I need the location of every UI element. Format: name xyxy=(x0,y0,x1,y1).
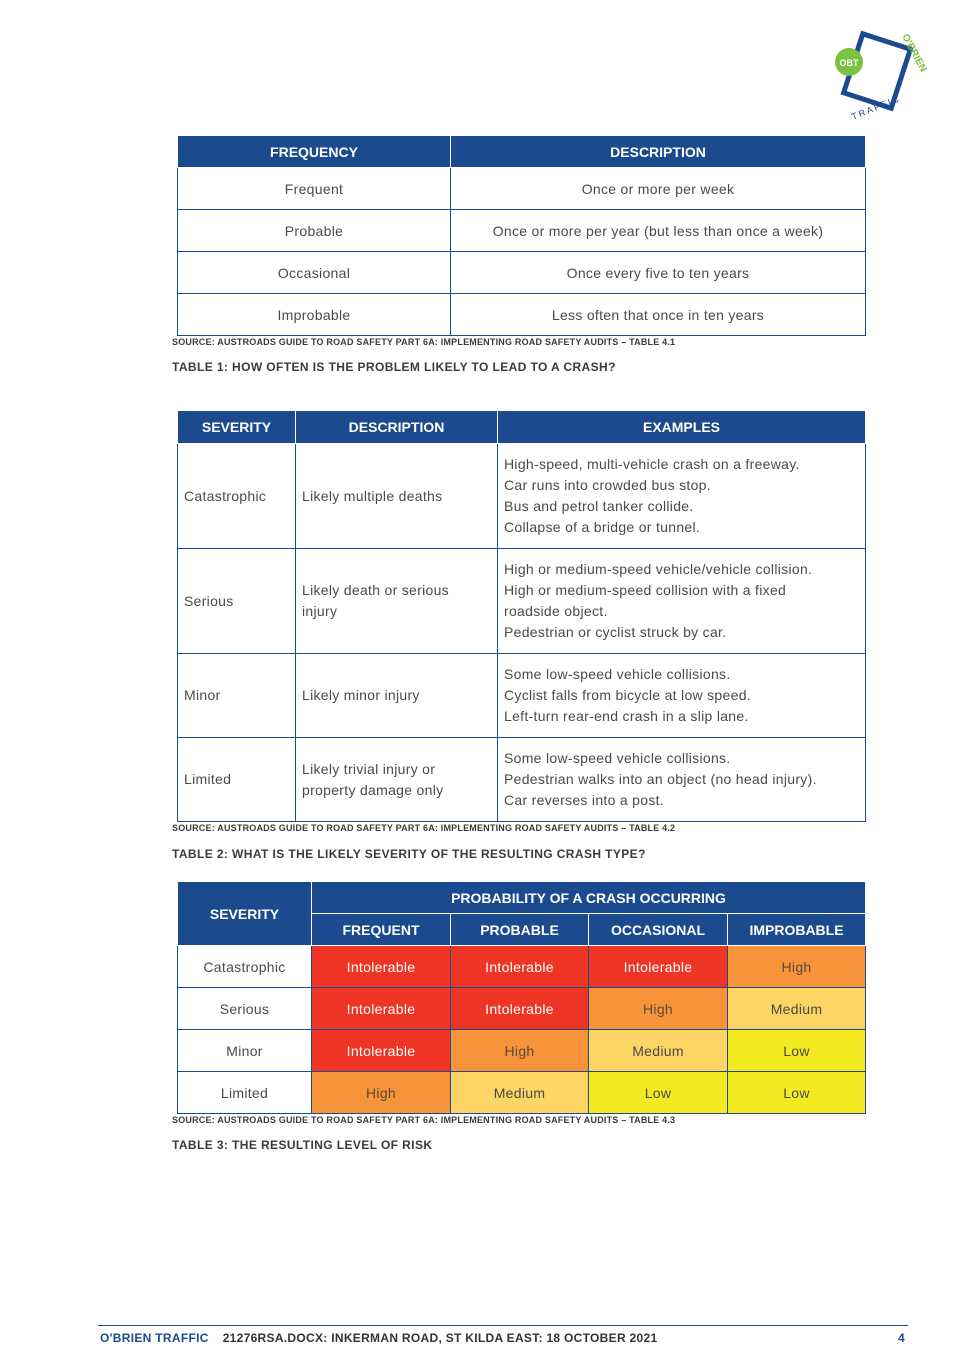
example-line: Bus and petrol tanker collide. xyxy=(504,498,694,514)
column-header-probable: PROBABLE xyxy=(451,914,589,946)
column-header-probability: PROBABILITY OF A CRASH OCCURRING xyxy=(312,882,866,914)
example-line: Some low-speed vehicle collisions. xyxy=(504,666,731,682)
description-cell: Once or more per week xyxy=(451,168,866,210)
description-cell xyxy=(296,549,498,654)
table-row xyxy=(178,444,866,549)
examples-cell xyxy=(498,549,866,654)
frequency-cell: Occasional xyxy=(178,252,451,294)
example-line: Pedestrian or cyclist struck by car. xyxy=(504,624,727,640)
footer-document-info: 21276RSA.DOCX: INKERMAN ROAD, ST KILDA EAST: 18 OCTOBER 2021 xyxy=(222,1331,658,1345)
table3-caption: TABLE 3: THE RESULTING LEVEL OF RISK xyxy=(172,1138,433,1152)
table-row xyxy=(178,1072,866,1114)
description-line: Likely multiple deaths xyxy=(302,487,443,504)
risk-level-cell: Medium xyxy=(728,988,866,1030)
page-number: 4 xyxy=(898,1331,905,1345)
column-header-frequent: FREQUENT xyxy=(312,914,451,946)
examples-cell xyxy=(498,444,866,549)
example-line: High-speed, multi-vehicle crash on a freeway. xyxy=(504,456,800,472)
severity-cell: Serious xyxy=(178,988,312,1030)
frequency-cell: Frequent xyxy=(178,168,451,210)
column-header-severity: SEVERITY xyxy=(178,882,312,946)
example-line: High or medium-speed collision with a fixed xyxy=(504,582,787,598)
risk-level-cell: High xyxy=(451,1030,589,1072)
example-line: Car reverses into a post. xyxy=(504,792,665,808)
table1-source: SOURCE: AUSTROADS GUIDE TO ROAD SAFETY PART 6A: IMPLEMENTING ROAD SAFETY AUDITS – TABLE 4.1 xyxy=(172,337,676,347)
footer xyxy=(100,1331,657,1345)
table2-caption: TABLE 2: WHAT IS THE LIKELY SEVERITY OF THE RESULTING CRASH TYPE? xyxy=(172,847,646,861)
column-header-severity: SEVERITY xyxy=(178,411,296,444)
description-cell: Once or more per year (but less than once a week) xyxy=(451,210,866,252)
column-header-description: DESCRIPTION xyxy=(296,411,498,444)
table2-source: SOURCE: AUSTROADS GUIDE TO ROAD SAFETY PART 6A: IMPLEMENTING ROAD SAFETY AUDITS – TABLE 4.2 xyxy=(172,823,676,833)
risk-level-cell: Intolerable xyxy=(312,1030,451,1072)
footer-divider xyxy=(98,1325,908,1326)
severity-cell: Minor xyxy=(178,654,296,738)
table1-caption: TABLE 1: HOW OFTEN IS THE PROBLEM LIKELY TO LEAD TO A CRASH? xyxy=(172,360,616,374)
risk-level-cell: Medium xyxy=(451,1072,589,1114)
example-line: Collapse of a bridge or tunnel. xyxy=(504,519,701,535)
risk-level-cell: Low xyxy=(728,1072,866,1114)
risk-matrix-table xyxy=(177,881,866,1114)
description-cell: Less often that once in ten years xyxy=(451,294,866,336)
table-row xyxy=(178,946,866,988)
logo-badge-text: OBT xyxy=(839,58,859,68)
severity-cell: Catastrophic xyxy=(178,444,296,549)
logo-arc-text: O'BRIEN xyxy=(899,32,929,74)
risk-level-cell: High xyxy=(589,988,728,1030)
description-line: Likely minor injury xyxy=(302,687,420,703)
obrien-traffic-logo xyxy=(832,26,929,122)
description-line: injury xyxy=(302,603,338,619)
table-row xyxy=(178,210,866,252)
description-cell xyxy=(296,654,498,738)
description-line: Likely trivial injury or xyxy=(302,760,436,777)
examples-cell xyxy=(498,654,866,738)
description-line: property damage only xyxy=(302,781,444,798)
description-cell: Once every five to ten years xyxy=(451,252,866,294)
column-header-examples: EXAMPLES xyxy=(498,411,866,444)
example-line: Some low-speed vehicle collisions. xyxy=(504,750,731,766)
column-header-occasional: OCCASIONAL xyxy=(589,914,728,946)
logo-sub-text: TRAFFIC xyxy=(850,93,903,122)
example-line: roadside object. xyxy=(504,603,608,619)
table-row xyxy=(178,654,866,738)
risk-level-cell: High xyxy=(312,1072,451,1114)
severity-cell: Catastrophic xyxy=(178,946,312,988)
table-row xyxy=(178,168,866,210)
example-line: Car runs into crowded bus stop. xyxy=(504,477,711,493)
column-header-improbable: IMPROBABLE xyxy=(728,914,866,946)
examples-cell xyxy=(498,738,866,822)
severity-cell: Limited xyxy=(178,738,296,822)
table-row xyxy=(178,549,866,654)
table-row xyxy=(178,294,866,336)
risk-level-cell: Intolerable xyxy=(451,988,589,1030)
table-row xyxy=(178,738,866,822)
risk-level-cell: Low xyxy=(728,1030,866,1072)
risk-level-cell: Intolerable xyxy=(312,946,451,988)
severity-table xyxy=(177,410,866,822)
example-line: Cyclist falls from bicycle at low speed. xyxy=(504,687,751,703)
column-header-frequency: FREQUENCY xyxy=(178,136,451,168)
column-header-description: DESCRIPTION xyxy=(451,136,866,168)
frequency-cell: Probable xyxy=(178,210,451,252)
table-header-row xyxy=(178,882,866,914)
severity-cell: Serious xyxy=(178,549,296,654)
frequency-cell: Improbable xyxy=(178,294,451,336)
severity-cell: Minor xyxy=(178,1030,312,1072)
risk-level-cell: Intolerable xyxy=(589,946,728,988)
risk-level-cell: Intolerable xyxy=(451,946,589,988)
table-header-row xyxy=(178,411,866,444)
risk-level-cell: Intolerable xyxy=(312,988,451,1030)
risk-level-cell: Medium xyxy=(589,1030,728,1072)
footer-brand: O'BRIEN TRAFFIC xyxy=(100,1331,209,1345)
risk-level-cell: High xyxy=(728,946,866,988)
table-header-row xyxy=(178,136,866,168)
example-line: High or medium-speed vehicle/vehicle collision. xyxy=(504,561,813,577)
table3-source: SOURCE: AUSTROADS GUIDE TO ROAD SAFETY PART 6A: IMPLEMENTING ROAD SAFETY AUDITS – TABLE 4.3 xyxy=(172,1115,676,1125)
table-row xyxy=(178,1030,866,1072)
description-cell xyxy=(296,738,498,822)
description-cell xyxy=(296,444,498,549)
table-row xyxy=(178,988,866,1030)
frequency-table xyxy=(177,135,866,336)
description-line: Likely death or serious xyxy=(302,582,449,598)
example-line: Left-turn rear-end crash in a slip lane. xyxy=(504,708,749,724)
table-row xyxy=(178,252,866,294)
risk-level-cell: Low xyxy=(589,1072,728,1114)
example-line: Pedestrian walks into an object (no head injury). xyxy=(504,771,817,787)
severity-cell: Limited xyxy=(178,1072,312,1114)
